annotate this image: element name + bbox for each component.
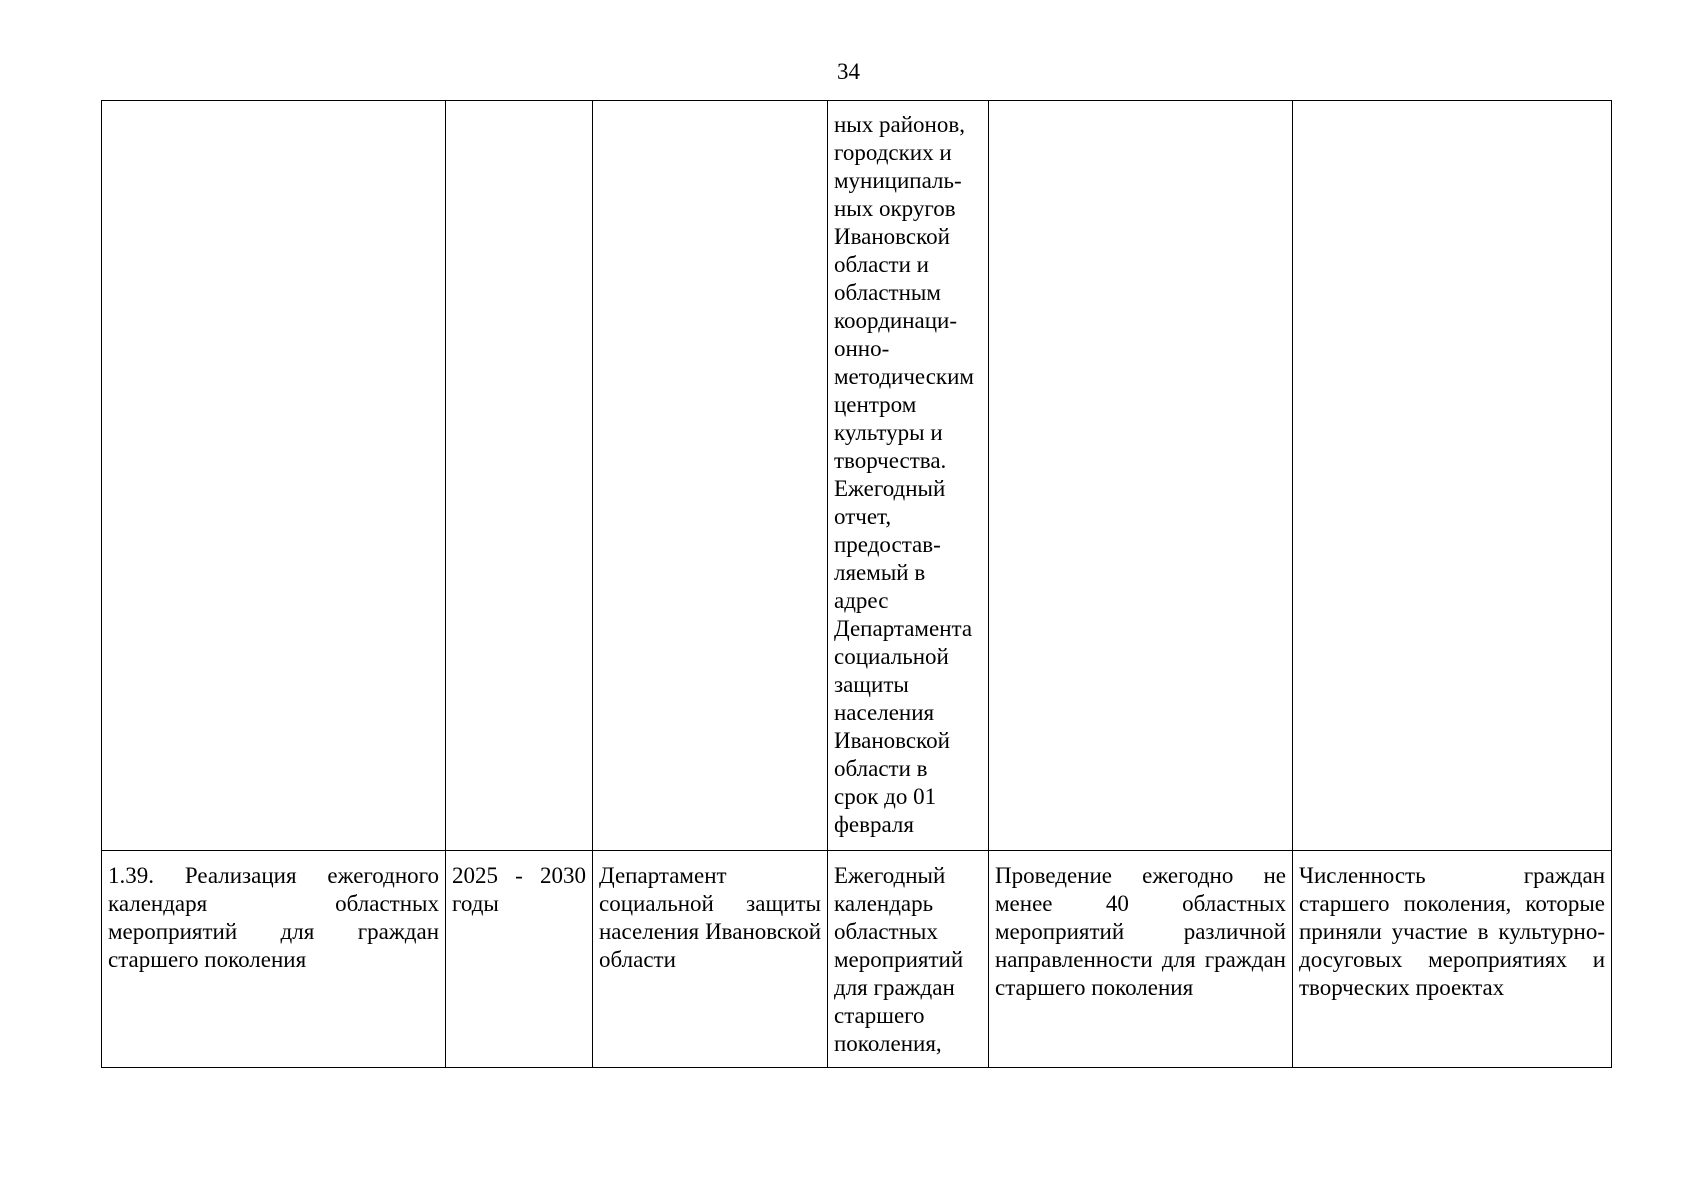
cell-indicator-text: Численность граждан старшего поколения, которые приняли участие в культурно-досуговых мероприятиях и творческих проектах [1299,863,1605,1000]
cell-executor [593,101,828,851]
cell-period [446,101,593,851]
table-row-continuation [102,101,1612,851]
cell-result-form [828,851,989,1068]
cell-period-text: 2025 - 2030 годы [452,863,586,916]
measures-table [101,100,1612,1068]
cell-measure [102,851,446,1068]
cell-indicator [1293,851,1612,1068]
page-number: 34 [837,59,860,84]
cell-measure [102,101,446,851]
cell-expected-result [989,851,1293,1068]
table-row-1-39 [102,851,1612,1068]
cell-period [446,851,593,1068]
cell-expected-result-text: Проведение ежегодно не менее 40 областных мероприятий различной направленности для граждан старшего поколения [995,863,1286,1000]
cell-result-form-text: ных районов, городских и муниципаль- ных округов Ивановской области и областным координаци- онно- методическим центром культуры и творчества. Ежегодный отчет, предостав- ляемый в адрес Департамента социальной защиты населения Ивановской области в срок до 01 февраля [834,112,974,837]
cell-result-form-text: Ежегодный календарь областных мероприятий для граждан старшего поколения, [834,863,964,1056]
cell-measure-text: 1.39. Реализация ежегодного календаря областных мероприятий для граждан старшего поколения [108,863,439,972]
cell-result-form [828,101,989,851]
cell-executor [593,851,828,1068]
cell-expected-result [989,101,1293,851]
cell-executor-text: Департамент социальной защиты населения Ивановской области [599,863,821,972]
cell-indicator [1293,101,1612,851]
